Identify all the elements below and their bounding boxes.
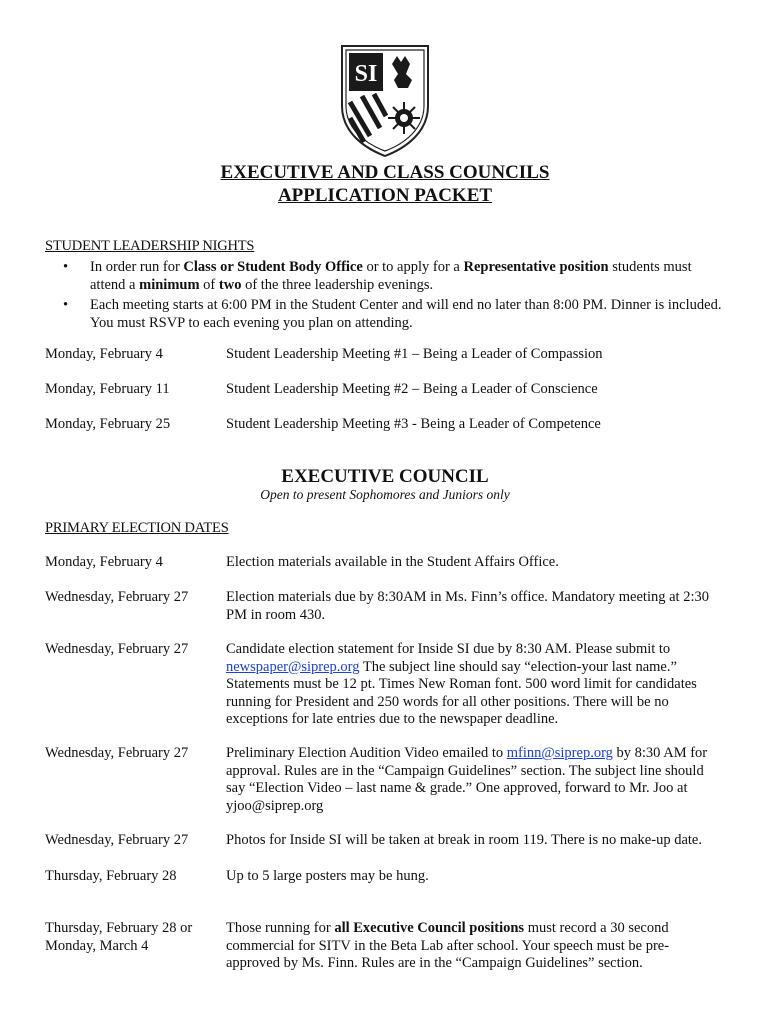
election-description: Those running for all Executive Council positions must record a 30 second commercial for SITV in the Beta Lab after school. Your speech must be pre-approved by Ms. Finn. Rules are in the “Campaign Guidelines” section. xyxy=(226,920,670,971)
meeting-date: Monday, February 11 xyxy=(45,381,170,397)
bullet-icon: • xyxy=(63,259,69,275)
meeting-description: Student Leadership Meeting #2 – Being a Leader of Conscience xyxy=(226,381,598,397)
svg-text:SI: SI xyxy=(354,61,378,87)
election-description: Preliminary Election Audition Video emailed to mfinn@siprep.org by 8:30 AM for approval. Rules are in the “Campaign Guidelines” section. The subject line should say “Election Video – last name & grade.” One approved, forward to Mr. Joo at yjoo@siprep.org xyxy=(226,745,708,814)
election-description: Photos for Inside SI will be taken at break in room 119. There is no make-up date. xyxy=(226,832,702,848)
election-description: Candidate election statement for Inside SI due by 8:30 AM. Please submit to newspaper@siprep.org The subject line should say “election-your last name.” Statements must be 12 pt. Times New Roman font. 500 word limit for candidates running for President and 250 words for all other positions. There will be no exceptions for late entries due to the newspaper deadline. xyxy=(226,641,697,727)
executive-council-title: EXECUTIVE COUNCIL xyxy=(281,466,489,487)
meeting-date: Monday, February 25 xyxy=(45,416,171,432)
school-crest-logo xyxy=(340,44,430,158)
election-date: Wednesday, February 27 xyxy=(45,589,189,605)
leadership-bullet-1: • In order run for Class or Student Body Office or to apply for a Representative position students must attend a minimum of two of the three leadership evenings. xyxy=(63,259,692,293)
election-date: Thursday, February 28 xyxy=(45,868,177,884)
leadership-bullet-list xyxy=(45,258,725,334)
election-date: Wednesday, February 27 xyxy=(45,832,189,848)
primary-election-heading: PRIMARY ELECTION DATES xyxy=(45,520,229,536)
election-date: Wednesday, February 27 xyxy=(45,641,189,657)
newspaper-email-link[interactable]: newspaper@siprep.org xyxy=(226,658,360,675)
meeting-description: Student Leadership Meeting #1 – Being a Leader of Compassion xyxy=(226,346,603,362)
election-date: Monday, February 4 xyxy=(45,554,163,570)
election-description: Up to 5 large posters may be hung. xyxy=(226,868,429,884)
meeting-description: Student Leadership Meeting #3 - Being a Leader of Competence xyxy=(226,416,601,432)
leadership-nights-heading: STUDENT LEADERSHIP NIGHTS xyxy=(45,238,255,254)
bullet-icon: • xyxy=(63,297,69,313)
document-title-line-1: EXECUTIVE AND CLASS COUNCILS xyxy=(220,162,550,183)
election-date: Thursday, February 28 or Monday, March 4 xyxy=(45,920,193,954)
leadership-bullet-2: • Each meeting starts at 6:00 PM in the Student Center and will end no later than 8:00 PM. Dinner is included. You must RSVP to each evening you plan on attending. xyxy=(63,297,722,331)
election-description: Election materials available in the Student Affairs Office. xyxy=(226,554,559,570)
meeting-date: Monday, February 4 xyxy=(45,346,163,362)
executive-council-subtitle: Open to present Sophomores and Juniors only xyxy=(260,487,510,502)
election-date: Wednesday, February 27 xyxy=(45,745,189,761)
document-title-line-2: APPLICATION PACKET xyxy=(277,185,493,206)
election-description: Election materials due by 8:30AM in Ms. Finn’s office. Mandatory meeting at 2:30 PM in room 430. xyxy=(226,589,709,623)
mfinn-email-link[interactable]: mfinn@siprep.org xyxy=(506,745,613,761)
